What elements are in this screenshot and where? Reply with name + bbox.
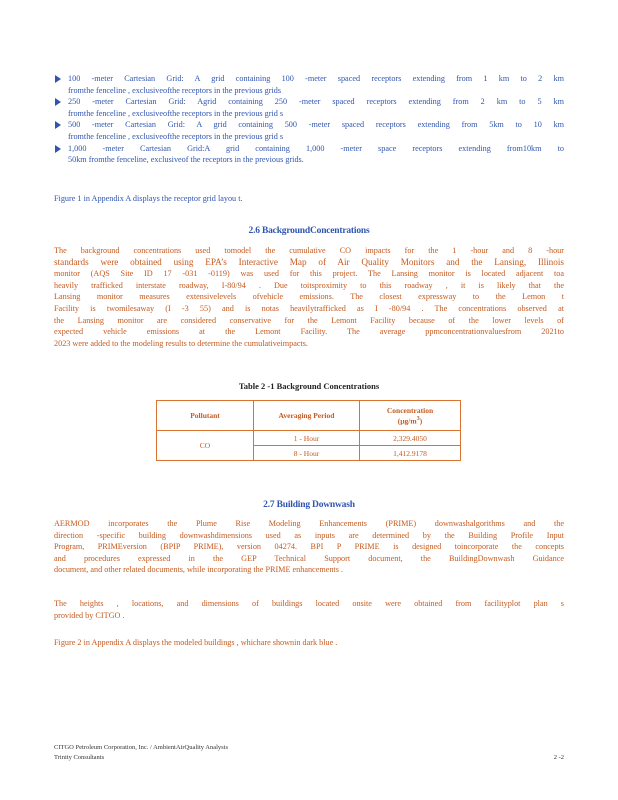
- figure1-reference: Figure 1 in Appendix A displays the receptor grid layou t.: [54, 194, 243, 203]
- bullet-line: 100 -meter Cartesian Grid: A grid containing 100 -meter spaced receptors extending from 1 km to 2 km: [68, 74, 564, 83]
- bullet-line: fromthe fenceline , exclusiveofthe receptors in the previous grid s: [68, 108, 284, 118]
- pollutant-cell: CO: [157, 431, 254, 461]
- column-header-concentration: [360, 401, 461, 431]
- table-header-row: [157, 401, 461, 431]
- page-number: 2 -2: [553, 753, 564, 761]
- header-unit-superscript: 3: [416, 414, 420, 422]
- table-title: Table 2 -1 Background Concentrations: [238, 381, 380, 391]
- list-item: [54, 96, 564, 119]
- paragraph-line: Program, PRIMEversion (BPIP PRIME), version 04274. BPI P PRIME is designed toincorporate the concepts: [54, 542, 564, 552]
- bullet-line: 500 -meter Cartesian Grid: A grid containing 500 -meter spaced receptors extending from 5km to 10 km: [68, 120, 564, 130]
- value-cell: 1,412.9178: [360, 446, 461, 461]
- bullet-triangle-icon: [55, 145, 61, 153]
- list-item: [54, 119, 564, 142]
- paragraph-line: heavily trafficked interstate roadway, I-80/94 . Due toitsproximity to this roadway , it is likely that the: [54, 280, 564, 290]
- paragraph-line: provided by CITGO .: [54, 610, 125, 620]
- header-unit: (µg/m: [397, 416, 417, 426]
- paragraph-line: document, and other related documents, while incorporating the PRIME enhancements .: [54, 565, 343, 575]
- list-item: [54, 143, 564, 166]
- footer-company: CITGO Petroleum Corporation, Inc. / AmbientAirQuality Analysis: [54, 744, 229, 751]
- downwash-paragraph: [54, 518, 564, 576]
- background-paragraph: [54, 245, 564, 349]
- paragraph-line: Lansing monitor measures extensivelevels ofvehicle emissions. The closest expressway to the Lemon t: [54, 292, 564, 302]
- heights-paragraph: [54, 598, 564, 621]
- column-header-pollutant: Pollutant: [157, 401, 254, 431]
- section-heading-2-6: 2.6 BackgroundConcentrations: [248, 226, 370, 236]
- paragraph-line: the Lansing monitor are considered conservative for the Lemont Facility because of the lower levels of: [54, 315, 564, 325]
- paragraph-line: Facility is twomilesaway (I -3 55) and is notas heavilytrafficked as I -80/94 . The concentrations observed at: [54, 303, 564, 313]
- bullet-line: fromthe fenceline , exclusiveofthe receptors in the previous grid s: [68, 131, 284, 141]
- background-concentrations-table: [156, 400, 461, 461]
- paragraph-line: monitor (AQS Site ID 17 -031 -0119) was used for this project. The Lansing monitor is located adjacent toa: [54, 269, 564, 279]
- paragraph-line: and procedures expressed in the GEP Technical Support document, the BuildingDownwash Guidance: [54, 553, 564, 563]
- table-row: [157, 431, 461, 446]
- paragraph-line: 2023 were added to the modeling results to determine the cumulativeimpacts.: [54, 338, 308, 348]
- paragraph-line: AERMOD incorporates the Plume Rise Modeling Enhancements (PRIME) downwashalgorithms and the: [54, 519, 564, 528]
- bullet-line: fromthe fenceline , exclusiveofthe receptors in the previous grids: [68, 85, 282, 95]
- page-footer: [54, 743, 564, 762]
- header-unit-close: ): [419, 416, 423, 426]
- period-cell: 8 - Hour: [254, 446, 360, 461]
- bullet-triangle-icon: [55, 75, 61, 83]
- header-text: Concentration: [386, 405, 434, 415]
- paragraph-line: direction -specific building downwashdimensions used as inputs are determined by the Building Profile Input: [54, 530, 564, 540]
- column-header-averaging-period: Averaging Period: [254, 401, 360, 431]
- receptor-grid-list: [54, 73, 564, 166]
- bullet-line: 50km fromthe fenceline, exclusiveof the receptors in the previous grids.: [68, 155, 304, 165]
- paragraph-line: expected vehicle emissions at the Lemont Facility. The average ppmconcentrationvaluesfrom 2021to: [54, 327, 564, 337]
- bullet-line: 250 -meter Cartesian Grid: Agrid containing 250 -meter spaced receptors extending from 2 km to 5 km: [68, 97, 564, 107]
- list-item: [54, 73, 564, 96]
- paragraph-line: The background concentrations used tomodel the cumulative CO impacts for the 1 -hour and 8 -hour: [54, 246, 564, 255]
- footer-consultant: Trinity Consultants: [54, 753, 105, 761]
- paragraph-line: The heights , locations, and dimensions of buildings located onsite were obtained from facilityplot plan s: [54, 599, 564, 608]
- figure2-reference: Figure 2 in Appendix A displays the modeled buildings , whichare shownin dark blue .: [54, 638, 338, 647]
- bullet-triangle-icon: [55, 121, 61, 129]
- period-cell: 1 - Hour: [254, 431, 360, 446]
- bullet-triangle-icon: [55, 98, 61, 106]
- bullet-line: 1,000 -meter Cartesian Grid:A grid containing 1,000 -meter space receptors extending from10km to: [68, 143, 564, 153]
- value-cell: 2,329.4050: [360, 431, 461, 446]
- section-heading-2-7: 2.7 Building Downwash: [263, 500, 355, 510]
- paragraph-line: standards were obtained using EPA’s Interactive Map of Air Quality Monitors and the Lansing, Illinois: [54, 256, 564, 267]
